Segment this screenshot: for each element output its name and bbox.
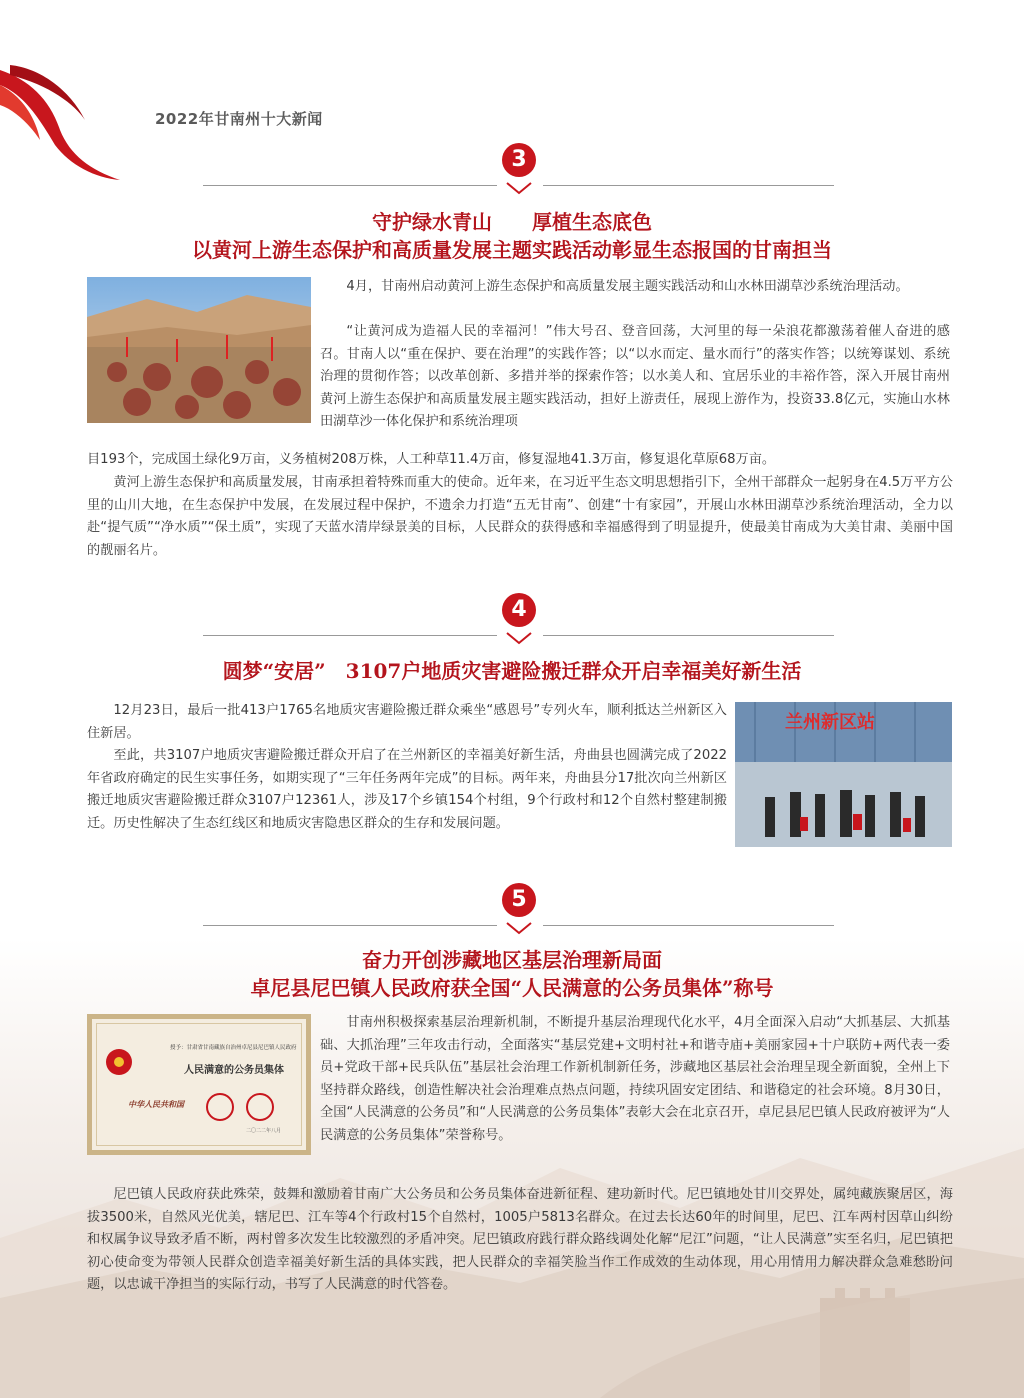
paragraph: 4月，甘南州启动黄河上游生态保护和高质量发展主题实践活动和山水林田湖草沙系统治理活动。 [346, 279, 909, 294]
section-number-badge: 4 [502, 593, 536, 627]
certificate-signature: 中华人民共和国 [128, 1100, 184, 1109]
seal-icon [246, 1093, 274, 1121]
paragraph: 尼巴镇人民政府获此殊荣，鼓舞和激励着甘南广大公务员和公务员集体奋进新征程、建功新时代。尼巴镇地处甘川交界处，属纯藏族聚居区，海拔3500米，自然风光优美，辖尼巴、江车等4个行政村15个自然村，1005户5813名群众。在过去长达60年的时间里，尼巴、江车两村因草山纠纷和权属争议导致矛盾不断，两村曾多次发生比较激烈的矛盾冲突。尼巴镇政府践行群众路线调处化解“尼江”问题，“让人民满意”实至名归，尼巴镇把初心使命变为带领人民群众创造幸福美好新生活的具体实践，把人民群众的幸福笑脸当作工作成效的生动体现，用心用情用力解决群众急难愁盼问题，以忠诚干净担当的实际行动，书写了人民满意的时代答卷。 [87, 1187, 953, 1292]
section-title-line1: 奋力开创涉藏地区基层治理新局面 [362, 948, 662, 972]
section-title: 圆梦“安居” 3107户地质灾害避险搬迁群众开启幸福美好新生活 [222, 659, 802, 683]
divider-right [543, 925, 834, 926]
paragraph: 甘南州积极探索基层治理新机制，不断提升基层治理现代化水平，4月全面深入启动“大抓基层、大抓基础、大抓治理”三年攻击行动，全面落实“基层党建+文明村社+和谐寺庙+美丽家园+十户联防+两代表一委员+党政干部+民兵队伍”基层社会治理工作新机制新任务，涉藏地区基层社会治理呈现全新面貌，全州上下坚持群众路线，创造性解决社会治理难点热点问题，持续巩固安定团结、和谐稳定的社会环境。8月30日，全国“人民满意的公务员”和“人民满意的公务员集体”表彰大会在北京召开，卓尼县尼巴镇人民政府被评为“人民满意的公务员集体”荣誉称号。 [320, 1015, 950, 1143]
divider-right [543, 185, 834, 186]
chevron-down-icon [505, 920, 533, 936]
paragraph: “让黄河成为造福人民的幸福河！”伟大号召、登音回荡，大河里的每一朵浪花都激荡着催人奋进的感召。甘南人以“重在保护、要在治理”的实践作答；以“以水而定、量水而行”的落实作答；以统筹谋划、系统治理的贯彻作答；以改革创新、多措并举的探索作答；以水美人和、宜居乐业的丰裕作答，深入开展甘南州黄河上游生态保护和高质量发展主题实践活动，担好上游责任，展现上游作为，投资33.8亿元，实施山水林田湖草沙一体化保护和系统治理项 [320, 324, 950, 429]
station-sign: 兰州新区站 [785, 712, 875, 733]
certificate-header: 授予：甘肃省甘南藏族自治州卓尼县尼巴镇人民政府 [170, 1045, 297, 1051]
certificate-image [87, 1014, 311, 1155]
paragraph: 黄河上游生态保护和高质量发展，甘南承担着特殊而重大的使命。近年来，在习近平生态文明思想指引下，全州干部群众一起躬身在4.5万平方公里的山川大地，在生态保护中发展，在发展过程中保护，不遗余力打造“五无甘南”、创建“十有家园”，开展山水林田湖草沙系统治理活动，全力以赴“提气质”“净水质”“保土质”，实现了天蓝水清岸绿景美的目标，人民群众的获得感和幸福感得到了明显提升，使最美甘南成为大美甘肃、美丽中国的靓丽名片。 [87, 475, 953, 558]
divider-left [203, 635, 497, 636]
page-header-label: 2022年甘南州十大新闻 [155, 110, 323, 128]
certificate-title: 人民满意的公务员集体 [184, 1065, 284, 1076]
divider-right [543, 635, 834, 636]
section-number-badge: 3 [502, 143, 536, 177]
chevron-down-icon [505, 180, 533, 196]
section-title-line2: 以黄河上游生态保护和高质量发展主题实践活动彰显生态报国的甘南担当 [192, 238, 832, 262]
section-title-line2: 卓尼县尼巴镇人民政府获全国“人民满意的公务员集体”称号 [250, 976, 774, 1000]
seal-icon [206, 1093, 234, 1121]
paragraph: 目193个，完成国土绿化9万亩，义务植树208万株，人工种草11.4万亩，修复湿地41.3万亩，修复退化草原68万亩。 [87, 452, 776, 467]
paragraph: 至此，共3107户地质灾害避险搬迁群众开启了在兰州新区的幸福美好新生活，舟曲县也圆满完成了2022年省政府确定的民生实事任务，如期实现了“三年任务两年完成”的目标。两年来，舟曲县分17批次向兰州新区搬迁地质灾害避险搬迁群众3107户12361人，涉及17个乡镇154个村组，9个行政村和12个自然村整建制搬迁。历史性解决了生态红线区和地质灾害隐患区群众的生存和发展问题。 [87, 748, 727, 831]
paragraph: 12月23日，最后一批413户1765名地质灾害避险搬迁群众乘坐“感恩号”专列火车，顺利抵达兰州新区入住新居。 [87, 703, 727, 741]
certificate-date: 二〇二二年八月 [246, 1128, 282, 1134]
section-number-badge: 5 [502, 883, 536, 917]
chevron-down-icon [505, 630, 533, 646]
great-wall-background [0, 938, 1024, 1398]
divider-left [203, 925, 497, 926]
red-ribbon-decoration [0, 60, 140, 190]
divider-left [203, 185, 497, 186]
section-title-line1: 守护绿水青山 厚植生态底色 [372, 210, 652, 234]
lanzhou-station-photo [735, 702, 952, 847]
ecology-activity-photo [87, 277, 311, 423]
national-emblem-icon [106, 1049, 132, 1075]
